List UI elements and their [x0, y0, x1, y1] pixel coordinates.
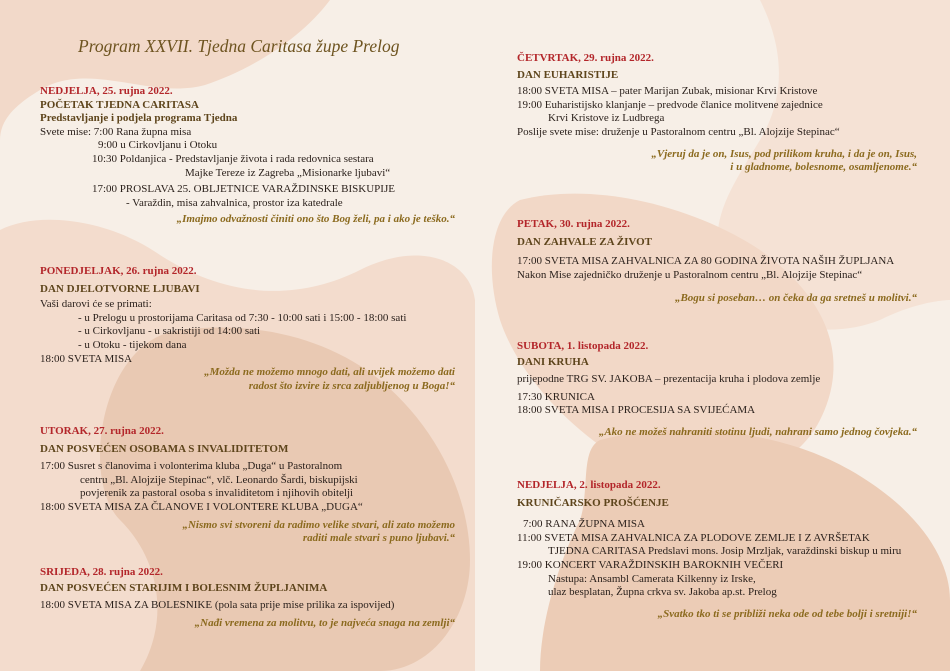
day-date: ČETVRTAK, 29. rujna 2022. — [517, 52, 654, 64]
program-line: 18:00 SVETA MISA I PROCESIJA SA SVIJEĆAMA — [517, 404, 756, 417]
day-date: NEDJELJA, 25. rujna 2022. — [40, 85, 173, 97]
program-line: 7:00 RANA ŽUPNA MISA — [523, 518, 645, 531]
program-line: Majke Tereze iz Zagreba „Misionarke ljubavi“ — [185, 166, 391, 179]
program-line: Nastupa: Ansambl Camerata Kilkenny iz Irske, — [548, 572, 756, 585]
program-line: 19:00 KONCERT VARAŽDINSKIH BAROKNIH VEČERI — [517, 558, 784, 571]
program-line: Nakon Mise zajedničko druženje u Pastoralnom centru „Bl. Alojzije Stepinac“ — [517, 268, 863, 281]
day-quote: „Bogu si poseban… on čeka da ga sretneš u molitvi.“ — [674, 292, 917, 305]
day-quote: „Imajmo odvažnosti činiti ono što Bog želi, pa i ako je teško.“ — [176, 213, 455, 226]
program-line: 17:00 Susret s članovima i volonterima kluba „Duga“ u Pastoralnom — [40, 460, 343, 473]
program-line: - u Otoku - tijekom dana — [78, 338, 187, 351]
day-heading: POČETAK TJEDNA CARITASA — [40, 98, 199, 111]
day-subheading: Predstavljanje i podjela programa Tjedna — [40, 112, 238, 125]
program-line: 19:00 Euharistijsko klanjanje – predvode članice molitvene zajednice — [517, 98, 823, 111]
program-line: 18:00 SVETA MISA — [40, 352, 133, 365]
day-date: PETAK, 30. rujna 2022. — [517, 218, 630, 230]
day-tuesday-27 — [40, 425, 455, 546]
program-line: 17:00 PROSLAVA 25. OBLJETNICE VARAŽDINSKE BISKUPIJE — [92, 183, 395, 196]
day-date: SRIJEDA, 28. rujna 2022. — [40, 566, 163, 578]
program-line: - u Prelogu u prostorijama Caritasa od 7:30 - 10:00 sati i 15:00 - 18:00 sati — [78, 311, 407, 324]
day-date: PONEDJELJAK, 26. rujna 2022. — [40, 265, 197, 277]
program-line: Svete mise: 7:00 Rana župna misa — [40, 125, 192, 138]
day-heading: KRUNIČARSKO PROŠĆENJE — [517, 496, 669, 509]
day-wednesday-28 — [40, 566, 455, 630]
day-quote-line-1: „Nismo svi stvoreni da radimo velike stvari, ali zato možemo — [182, 518, 455, 531]
day-quote-line-2: radost što izvire iz srca zaljubljenog u Boga!“ — [248, 379, 455, 392]
day-quote-line-1: „Vjeruj da je on, Isus, pod prilikom kruha, i da je on, Isus, — [651, 147, 917, 160]
day-heading: DAN EUHARISTIJE — [517, 68, 619, 81]
program-line: 17:30 KRUNICA — [517, 390, 595, 403]
program-line: Poslije svete mise: druženje u Pastoralnom centru „Bl. Alojzije Stepinac“ — [517, 125, 840, 138]
day-quote: „Ako ne možeš nahraniti stotinu ljudi, nahrani samo jednog čovjeka.“ — [598, 425, 917, 438]
program-line: Krvi Kristove iz Ludbrega — [548, 112, 665, 125]
program-line: 17:00 SVETA MISA ZAHVALNICA ZA 80 GODINA ŽIVOTA NAŠIH ŽUPLJANA — [517, 255, 895, 268]
day-thursday-29 — [517, 52, 917, 175]
program-line: 18:00 SVETA MISA ZA ČLANOVE I VOLONTERE KLUBA „DUGA“ — [40, 500, 363, 513]
day-heading: DAN POSVEĆEN STARIJIM I BOLESNIM ŽUPLJANIMA — [40, 581, 328, 594]
day-quote: „Svatko tko ti se približi neka ode od tebe bolji i sretniji!“ — [657, 607, 917, 620]
day-sunday-2 — [517, 479, 917, 621]
day-date: NEDJELJA, 2. listopada 2022. — [517, 479, 661, 491]
program-line: centru „Bl. Alojzije Stepinac“, vlč. Leonardo Šardi, biskupijski — [80, 473, 358, 486]
program-line: - Varaždin, misa zahvalnica, prostor iza katedrale — [126, 196, 343, 209]
day-saturday-1 — [517, 340, 917, 440]
program-line: - u Cirkovljanu - u sakristiji od 14:00 sati — [78, 325, 261, 338]
day-heading: DAN DJELOTVORNE LJUBAVI — [40, 282, 200, 295]
program-line: 9:00 u Cirkovljanu i Otoku — [98, 139, 218, 152]
day-monday-26 — [40, 265, 455, 393]
day-quote-line-2: i u gladnome, bolesnome, osamljenome.“ — [730, 161, 917, 174]
day-sunday-25 — [40, 85, 455, 227]
program-line: ulaz besplatan, Župna crkva sv. Jakoba ap.st. Prelog — [548, 586, 777, 599]
day-friday-30 — [517, 218, 917, 306]
day-heading: DANI KRUHA — [517, 355, 589, 368]
program-line: TJEDNA CARITASA Predslavi mons. Josip Mrzljak, varaždinski biskup u miru — [548, 545, 902, 558]
day-date: SUBOTA, 1. listopada 2022. — [517, 340, 649, 352]
program-line: 18:00 SVETA MISA – pater Marijan Zubak, misionar Krvi Kristove — [517, 85, 818, 98]
day-quote-line-1: „Možda ne možemo mnogo dati, ali uvijek možemo dati — [204, 366, 455, 379]
program-line: 11:00 SVETA MISA ZAHVALNICA ZA PLODOVE ZEMLJE I Z AVRŠETAK — [517, 531, 870, 544]
day-quote: „Nađi vremena za molitvu, to je najveća snaga na zemlji“ — [194, 616, 455, 629]
day-heading: DAN ZAHVALE ZA ŽIVOT — [517, 235, 652, 248]
program-line: 10:30 Poldanjica - Predstavljanje života i rada redovnica sestara — [92, 152, 374, 165]
day-heading: DAN POSVEĆEN OSOBAMA S INVALIDITETOM — [40, 442, 289, 455]
day-quote-line-2: raditi male stvari s puno ljubavi.“ — [302, 532, 455, 545]
program-line: povjerenik za pastoral osoba s invaliditetom i njihovih obitelji — [80, 487, 354, 500]
program-line: Vaši darovi će se primati: — [40, 298, 152, 311]
program-line: 18:00 SVETA MISA ZA BOLESNIKE (pola sata prije mise prilika za ispovijed) — [40, 599, 395, 612]
day-date: UTORAK, 27. rujna 2022. — [40, 425, 164, 437]
page-title: Program XXVII. Tjedna Caritasa župe Prelog — [78, 36, 400, 56]
program-line: prijepodne TRG SV. JAKOBA – prezentacija kruha i plodova zemlje — [517, 373, 821, 386]
